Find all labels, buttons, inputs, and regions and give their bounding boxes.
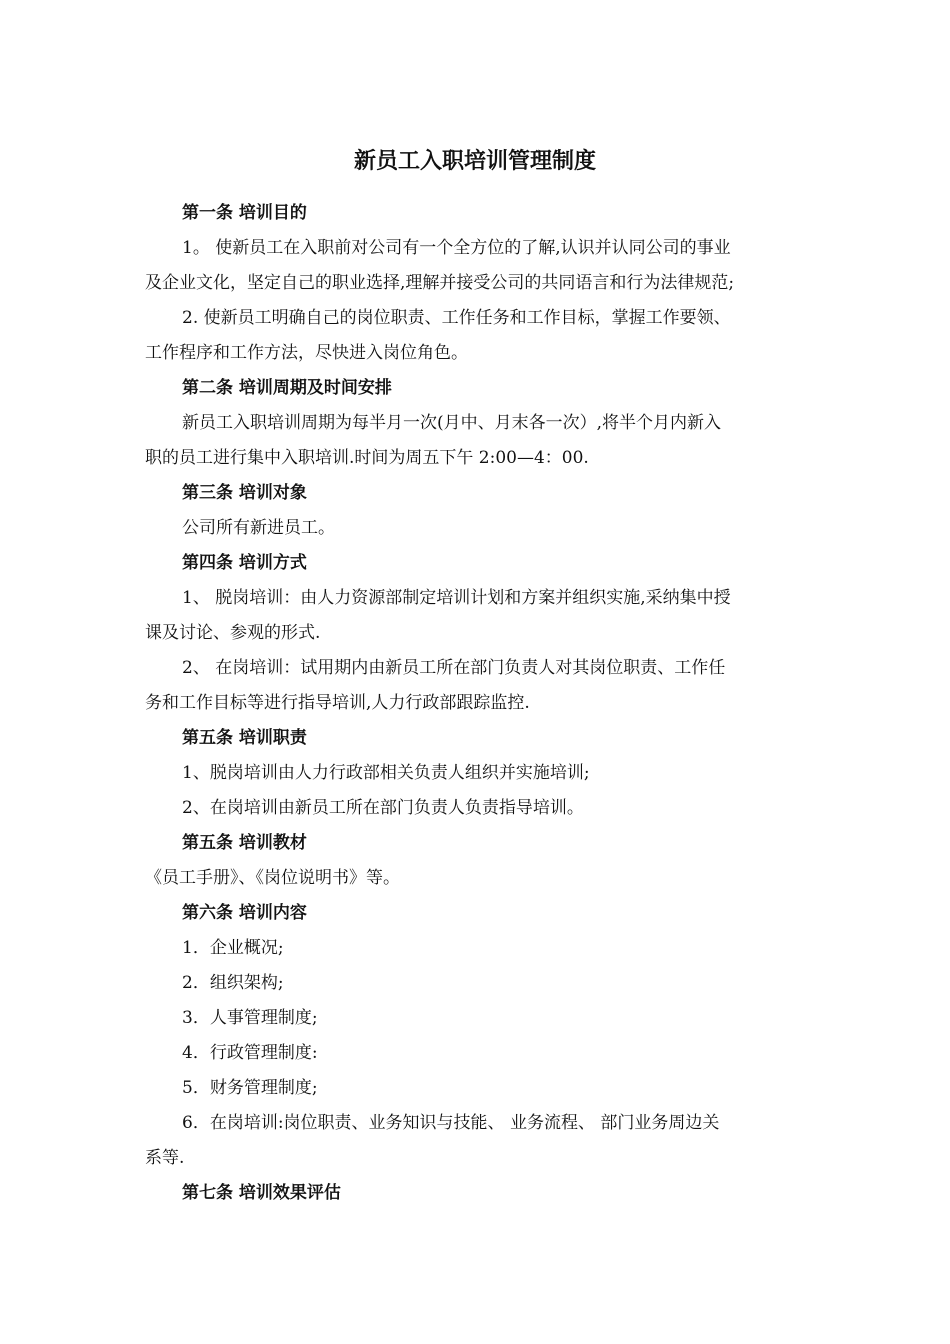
paragraph-line: 1、 脱岗培训：由人力资源部制定培训计划和方案并组织实施,采纳集中授 <box>182 588 731 608</box>
paragraph-line: 2. 使新员工明确自己的岗位职责、工作任务和工作目标，掌握工作要领、 <box>182 308 731 328</box>
paragraph-line: 1、脱岗培训由人力行政部相关负责人组织并实施培训; <box>182 763 590 783</box>
list-item: 1．企业概况; <box>182 938 284 958</box>
paragraph-line: 务和工作目标等进行指导培训,人力行政部跟踪监控. <box>145 693 530 713</box>
document-body <box>145 196 820 1211</box>
paragraph-line: 2、在岗培训由新员工所在部门负责人负责指导培训。 <box>182 798 584 818</box>
section-heading-materials: 第五条 培训教材 <box>182 833 307 853</box>
paragraph-line: 1。 使新员工在入职前对公司有一个全方位的了解,认识并认同公司的事业 <box>182 238 731 258</box>
paragraph-line: 2、 在岗培训：试用期内由新员工所在部门负责人对其岗位职责、工作任 <box>182 658 726 678</box>
section-heading-responsibility: 第五条 培训职责 <box>182 728 307 748</box>
paragraph-line: 职的员工进行集中入职培训.时间为周五下午 2:00—4：00. <box>145 448 589 468</box>
paragraph-line: 及企业文化，坚定自己的职业选择,理解并接受公司的共同语言和行为法律规范; <box>145 273 735 293</box>
section-heading-evaluation: 第七条 培训效果评估 <box>182 1183 341 1203</box>
section-heading-content: 第六条 培训内容 <box>182 903 307 923</box>
paragraph-line: 课及讨论、参观的形式. <box>145 623 321 643</box>
section-heading-schedule: 第二条 培训周期及时间安排 <box>182 378 392 398</box>
paragraph-line: 公司所有新进员工。 <box>182 518 335 538</box>
paragraph-line: 工作程序和工作方法，尽快进入岗位角色。 <box>145 343 468 363</box>
paragraph-line: 《员工手册》、《岗位说明书》等。 <box>145 868 400 888</box>
document-title: 新员工入职培训管理制度 <box>353 149 596 174</box>
paragraph-line: 系等. <box>145 1148 185 1168</box>
list-item: 4．行政管理制度: <box>182 1043 318 1063</box>
list-item: 6．在岗培训:岗位职责、业务知识与技能、 业务流程、 部门业务周边关 <box>182 1113 720 1133</box>
section-heading-audience: 第三条 培训对象 <box>182 483 307 503</box>
list-item: 5．财务管理制度; <box>182 1078 318 1098</box>
section-heading-method: 第四条 培训方式 <box>182 553 307 573</box>
paragraph-line: 新员工入职培训周期为每半月一次(月中、月末各一次）,将半个月内新入 <box>182 413 722 433</box>
section-heading-purpose: 第一条 培训目的 <box>182 203 307 223</box>
list-item: 3．人事管理制度; <box>182 1008 318 1028</box>
list-item: 2．组织架构; <box>182 973 284 993</box>
